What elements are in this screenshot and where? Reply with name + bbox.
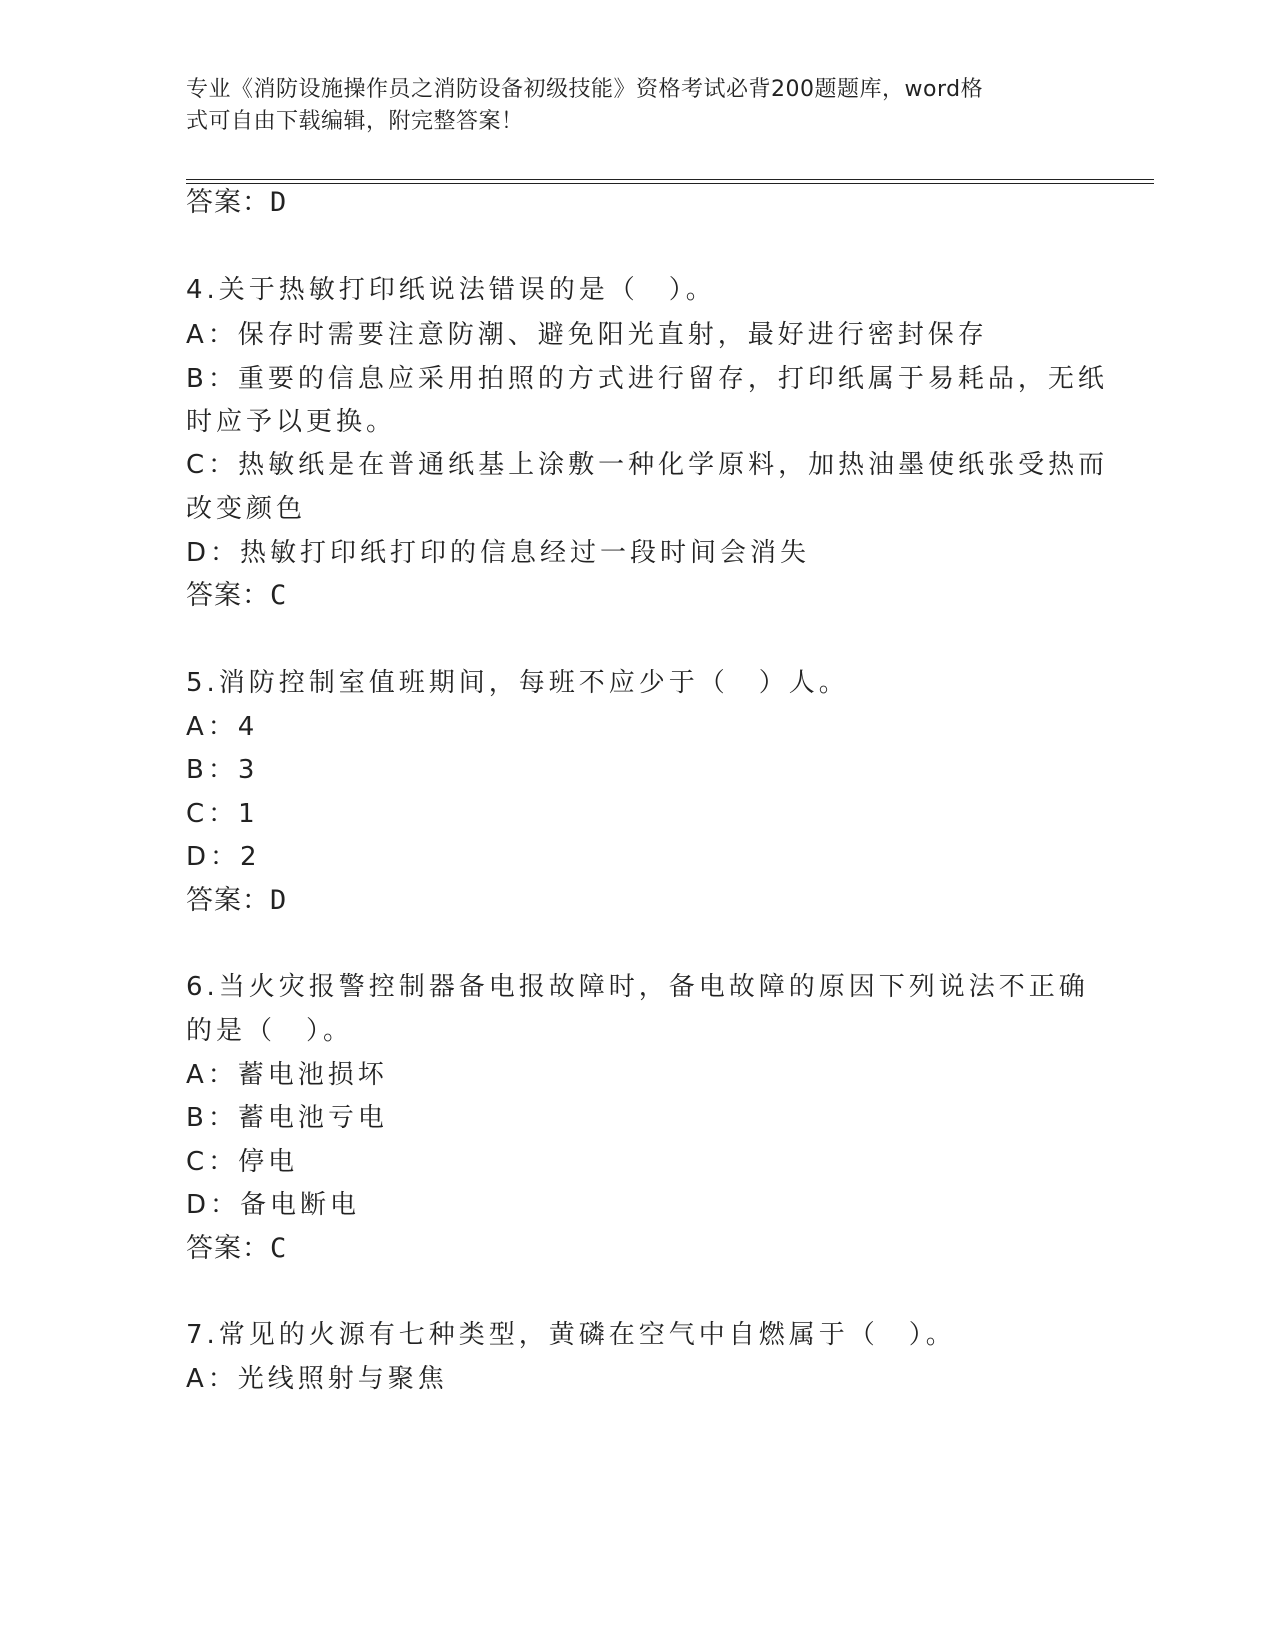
answer-label: 答案：	[186, 187, 270, 218]
q4-option-c-line-2: 改变颜色	[186, 494, 307, 524]
q6-option-d: D：备电断电	[186, 1190, 361, 1220]
q6-option-c: C：停电	[186, 1147, 299, 1177]
document-header	[186, 74, 1066, 138]
answer-value: C	[270, 1233, 288, 1264]
q5-option-b: B：3	[186, 755, 259, 785]
q6-option-a: A：蓄电池损坏	[186, 1060, 388, 1090]
q5-option-a: A：4	[186, 712, 259, 742]
q6-stem-line-1: 6.当火灾报警控制器备电报故障时，备电故障的原因下列说法不正确	[186, 972, 1089, 1002]
prev-answer	[186, 186, 287, 220]
q6-option-b: B：蓄电池亏电	[186, 1103, 388, 1133]
q4-option-a: A：保存时需要注意防潮、避免阳光直射，最好进行密封保存	[186, 320, 988, 350]
answer-value: D	[270, 885, 288, 916]
q4-answer	[186, 579, 287, 613]
answer-label: 答案：	[186, 885, 270, 916]
q7-stem: 7.常见的火源有七种类型，黄磷在空气中自燃属于（ ）。	[186, 1320, 956, 1350]
header-title-line-1: 专业《消防设施操作员之消防设备初级技能》资格考试必背200题题库，word格	[186, 77, 984, 102]
q5-option-d: D：2	[186, 842, 261, 872]
q5-option-c: C：1	[186, 799, 259, 829]
q4-option-b-line-2: 时应予以更换。	[186, 407, 397, 437]
q6-stem-line-2: 的是（ ）。	[186, 1016, 354, 1046]
q6-answer	[186, 1232, 287, 1266]
q4-option-d: D：热敏打印纸打印的信息经过一段时间会消失	[186, 538, 811, 568]
q4-stem: 4.关于热敏打印纸说法错误的是（ ）。	[186, 275, 716, 305]
answer-label: 答案：	[186, 580, 270, 611]
q7-option-a: A：光线照射与聚焦	[186, 1364, 448, 1394]
answer-value: D	[270, 187, 288, 218]
q5-stem: 5.消防控制室值班期间，每班不应少于（ ）人。	[186, 668, 849, 698]
q4-option-b-line-1: B：重要的信息应采用拍照的方式进行留存，打印纸属于易耗品，无纸	[186, 364, 1108, 394]
header-divider-top	[186, 179, 1154, 180]
header-divider-bottom	[186, 183, 1154, 184]
header-title-line-2: 式可自由下载编辑，附完整答案！	[186, 109, 524, 134]
answer-label: 答案：	[186, 1233, 270, 1264]
q5-answer	[186, 884, 287, 918]
q4-option-c-line-1: C：热敏纸是在普通纸基上涂敷一种化学原料，加热油墨使纸张受热而	[186, 450, 1109, 480]
answer-value: C	[270, 580, 288, 611]
